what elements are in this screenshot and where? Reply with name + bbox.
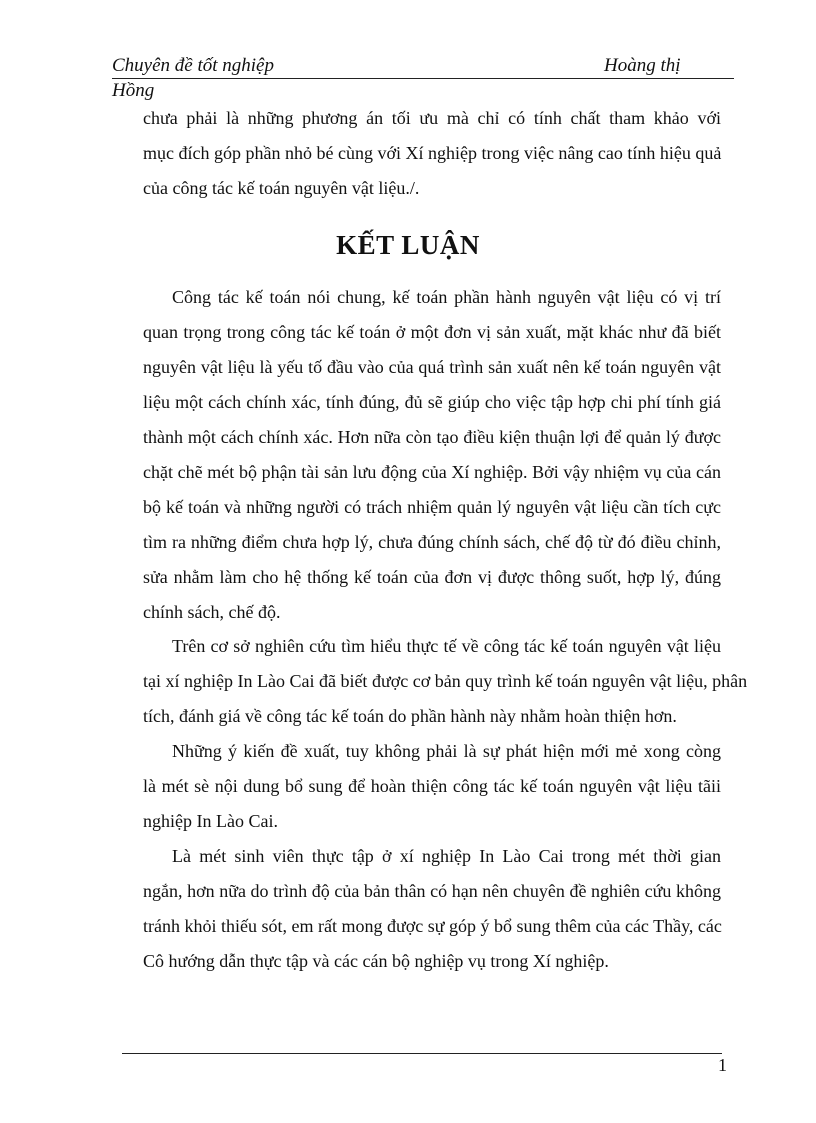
paragraph-line: tránh khỏi thiếu sót, em rất mong được sự góp ý bổ sung thêm của các Thầy, các [143,916,722,936]
section-title: KẾT LUẬN [336,230,480,260]
paragraph-line: chặt chẽ mét bộ phận tài sản lưu động của Xí nghiệp. Bởi vậy nhiệm vụ của cán [143,462,721,482]
footer-divider [122,1053,722,1054]
paragraph-line: Công tác kế toán nói chung, kế toán phần hành nguyên vật liệu có vị trí [172,287,721,307]
paragraph-line: tìm ra những điểm chưa hợp lý, chưa đúng chính sách, chế độ từ đó điều chỉnh, [143,532,721,552]
header-author-continuation: Hồng [112,80,155,101]
paragraph-line: Những ý kiến đề xuất, tuy không phải là sự phát hiện mới mẻ xong còng [172,741,721,761]
paragraph-line: thành một cách chính xác. Hơn nữa còn tạo điều kiện thuận lợi để quản lý được [143,427,721,447]
header-author: Hoàng thị [604,55,681,76]
header-divider [112,78,734,79]
paragraph-line: là mét sè nội dung bổ sung để hoàn thiện công tác kế toán nguyên vật liệu tãii [143,776,721,796]
paragraph-line: tại xí nghiệp In Lào Cai đã biết được cơ bản quy trình kế toán nguyên vật liệu, phân [143,671,748,691]
paragraph-line: bộ kế toán và những người có trách nhiệm quản lý nguyên vật liệu cần tích cực [143,497,721,517]
paragraph-line: Là mét sinh viên thực tập ở xí nghiệp In Lào Cai trong mét thời gian [172,846,721,866]
paragraph-line: Trên cơ sở nghiên cứu tìm hiểu thực tế về công tác kế toán nguyên vật liệu [172,636,721,656]
paragraph-line: nguyên vật liệu là yếu tố đầu vào của quá trình sản xuất nên kế toán nguyên vật [143,357,721,377]
intro-line: mục đích góp phần nhỏ bé cùng với Xí nghiệp trong việc nâng cao tính hiệu quả [143,143,722,163]
paragraph-line: sửa nhằm làm cho hệ thống kế toán của đơn vị được thông suốt, hợp lý, đúng [143,567,721,587]
paragraph-line: quan trọng trong công tác kế toán ở một đơn vị sản xuất, mặt khác như đã biết [143,322,721,342]
intro-line: chưa phải là những phương án tối ưu mà chỉ có tính chất tham khảo với [143,108,721,128]
header-title: Chuyên đề tốt nghiệp [112,55,274,76]
paragraph-line: ngắn, hơn nữa do trình độ của bản thân có hạn nên chuyên đề nghiên cứu không [143,881,721,901]
intro-line: của công tác kế toán nguyên vật liệu./. [143,178,420,198]
paragraph-line: nghiệp In Lào Cai. [143,811,278,831]
paragraph-line: Cô hướng dẫn thực tập và các cán bộ nghiệp vụ trong Xí nghiệp. [143,951,609,971]
page-number: 1 [718,1055,727,1075]
paragraph-line: tích, đánh giá về công tác kế toán do phần hành này nhằm hoàn thiện hơn. [143,706,677,726]
paragraph-line: liệu một cách chính xác, tính đúng, đủ sẽ giúp cho việc tập hợp chi phí tính giá [143,392,721,412]
paragraph-line: chính sách, chế độ. [143,602,281,622]
